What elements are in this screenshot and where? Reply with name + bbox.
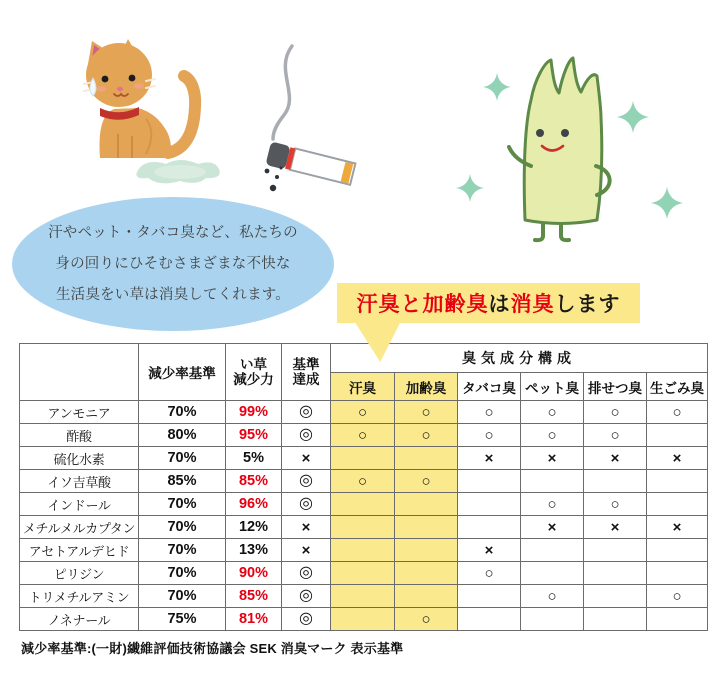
reduction-standard-cell: 70% [139, 562, 226, 585]
callout-text: は [488, 293, 511, 316]
igusa-body [509, 58, 610, 240]
table-row [20, 401, 708, 424]
reduction-standard-cell: 70% [139, 493, 226, 516]
header-excretion-odor: 排せつ臭 [584, 373, 647, 401]
achieved-cell: ◎ [282, 585, 331, 608]
odor-mark-cell [458, 585, 521, 608]
odor-mark-cell [331, 493, 395, 516]
compound-name-cell: ノネナール [20, 608, 139, 631]
cat-illustration [48, 12, 228, 194]
header-igusa-line2: 減少力 [233, 372, 274, 387]
achieved-cell: ◎ [282, 424, 331, 447]
odor-mark-cell: ○ [331, 470, 395, 493]
sparkle-icon [483, 73, 511, 101]
igusa-mascot-illustration [443, 48, 695, 258]
bubble-line: 生活臭をい草は消臭してくれます。 [55, 286, 291, 303]
header-odor-composition: 臭気成分構成 [331, 344, 708, 373]
reduction-standard-cell: 75% [139, 608, 226, 631]
odor-mark-cell [521, 608, 584, 631]
compound-name-cell: アセトアルデヒド [20, 539, 139, 562]
igusa-power-cell: 5% [226, 447, 282, 470]
igusa-power-cell: 85% [226, 470, 282, 493]
odor-mark-cell [521, 562, 584, 585]
odor-mark-cell [458, 493, 521, 516]
igusa-power-cell: 81% [226, 608, 282, 631]
odor-mark-cell: ○ [331, 401, 395, 424]
smoke-trail [273, 46, 292, 139]
odor-mark-cell [331, 562, 395, 585]
odor-mark-cell [395, 493, 458, 516]
callout-text-red: 汗臭と加齢臭 [356, 293, 489, 316]
odor-mark-cell: ○ [521, 424, 584, 447]
odor-mark-cell [331, 447, 395, 470]
odor-mark-cell: ○ [521, 585, 584, 608]
odor-mark-cell [395, 539, 458, 562]
igusa-power-cell: 85% [226, 585, 282, 608]
achieved-cell: ◎ [282, 401, 331, 424]
odor-mark-cell: ○ [331, 424, 395, 447]
compound-name-cell: ピリジン [20, 562, 139, 585]
compound-name-cell: 酢酸 [20, 424, 139, 447]
compound-name-cell: インドール [20, 493, 139, 516]
odor-mark-cell: × [458, 447, 521, 470]
callout-text: します [554, 293, 621, 316]
odor-mark-cell [584, 562, 647, 585]
odor-mark-cell [584, 539, 647, 562]
header-igusa-line1: い草 [240, 357, 267, 372]
table-row [20, 493, 708, 516]
igusa-power-cell: 95% [226, 424, 282, 447]
odor-mark-cell [395, 447, 458, 470]
odor-mark-cell: × [521, 516, 584, 539]
sparkle-icon [651, 187, 683, 219]
bubble-line: 身の回りにひそむさまざまな不快な [55, 255, 291, 272]
achieved-cell: × [282, 447, 331, 470]
odor-mark-cell [521, 470, 584, 493]
odor-mark-cell: ○ [395, 424, 458, 447]
igusa-power-cell: 13% [226, 539, 282, 562]
compound-name-cell: トリメチルアミン [20, 585, 139, 608]
odor-mark-cell [331, 608, 395, 631]
pee-puddle [136, 160, 219, 183]
reduction-standard-cell: 70% [139, 516, 226, 539]
odor-mark-cell: × [584, 516, 647, 539]
speech-bubble [12, 197, 334, 331]
achieved-cell: ◎ [282, 562, 331, 585]
achieved-cell: ◎ [282, 470, 331, 493]
odor-mark-cell [331, 516, 395, 539]
odor-mark-cell: ○ [647, 401, 708, 424]
bubble-line: 汗やペット・タバコ臭など、私たちの [48, 224, 298, 241]
reduction-standard-cell: 85% [139, 470, 226, 493]
odor-mark-cell: ○ [395, 470, 458, 493]
table-row [20, 447, 708, 470]
reduction-standard-cell: 70% [139, 447, 226, 470]
header-reduction-standard: 減少率基準 [139, 344, 226, 401]
achieved-cell: × [282, 516, 331, 539]
mascot-eye [561, 129, 569, 137]
mascot-eye [536, 129, 544, 137]
odor-mark-cell [647, 562, 708, 585]
table-row [20, 608, 708, 631]
compound-name-cell: メチルメルカプタン [20, 516, 139, 539]
table-row [20, 470, 708, 493]
odor-mark-cell: ○ [521, 401, 584, 424]
odor-mark-cell [458, 516, 521, 539]
igusa-power-cell: 96% [226, 493, 282, 516]
header-garbage-odor: 生ごみ臭 [647, 373, 708, 401]
odor-mark-cell [584, 470, 647, 493]
header-achieve-line1: 基準 [292, 357, 320, 372]
odor-mark-cell: ○ [458, 562, 521, 585]
odor-mark-cell: ○ [458, 424, 521, 447]
odor-mark-cell [521, 539, 584, 562]
odor-mark-cell [647, 608, 708, 631]
compound-name-cell: アンモニア [20, 401, 139, 424]
odor-mark-cell [458, 470, 521, 493]
falling-ash [265, 167, 283, 192]
igusa-power-cell: 99% [226, 401, 282, 424]
achieved-cell: ◎ [282, 608, 331, 631]
odor-mark-cell: ○ [584, 401, 647, 424]
table-row [20, 516, 708, 539]
deodorize-callout [337, 283, 640, 323]
odor-mark-cell [458, 608, 521, 631]
cat-eye [129, 75, 136, 82]
header-tobacco-odor: タバコ臭 [458, 373, 521, 401]
odor-mark-cell [647, 539, 708, 562]
odor-mark-cell: × [458, 539, 521, 562]
compound-name-cell: 硫化水素 [20, 447, 139, 470]
odor-mark-cell: ○ [584, 493, 647, 516]
odor-mark-cell: ○ [521, 493, 584, 516]
header-igusa-power [226, 344, 282, 401]
header-standard-achieved [282, 344, 331, 401]
odor-mark-cell: × [647, 516, 708, 539]
cat-eye [102, 76, 109, 83]
achieved-cell: ◎ [282, 493, 331, 516]
reduction-standard-cell: 80% [139, 424, 226, 447]
footer-note: 減少率基準:(一財)繊維評価技術協議会 SEK 消臭マーク 表示基準 [21, 641, 404, 656]
achieved-cell: × [282, 539, 331, 562]
odor-table [19, 343, 708, 631]
cat-nose [117, 87, 123, 91]
header-achieve-line2: 達成 [292, 372, 320, 387]
odor-mark-cell [647, 470, 708, 493]
odor-mark-cell [647, 493, 708, 516]
reduction-standard-cell: 70% [139, 401, 226, 424]
odor-mark-cell [395, 585, 458, 608]
cat-body [84, 39, 195, 158]
igusa-power-cell: 12% [226, 516, 282, 539]
corner-cell [20, 344, 139, 401]
odor-mark-cell [331, 585, 395, 608]
table-row [20, 562, 708, 585]
callout-text-red: 消臭 [510, 293, 555, 316]
odor-mark-cell [331, 539, 395, 562]
odor-mark-cell: × [647, 447, 708, 470]
odor-mark-cell: ○ [584, 424, 647, 447]
odor-mark-cell: × [584, 447, 647, 470]
odor-mark-cell: ○ [395, 608, 458, 631]
sparkle-icon [617, 101, 649, 133]
header-pet-odor: ペット臭 [521, 373, 584, 401]
odor-mark-cell [395, 516, 458, 539]
odor-mark-cell: ○ [458, 401, 521, 424]
reduction-standard-cell: 70% [139, 539, 226, 562]
odor-mark-cell [584, 608, 647, 631]
table-row [20, 424, 708, 447]
compound-name-cell: イソ吉草酸 [20, 470, 139, 493]
table-row [20, 539, 708, 562]
sparkle-icon [456, 174, 484, 202]
cigarette-illustration [246, 40, 376, 198]
odor-mark-cell [647, 424, 708, 447]
odor-mark-cell [584, 585, 647, 608]
odor-mark-cell: ○ [647, 585, 708, 608]
odor-mark-cell: ○ [395, 401, 458, 424]
odor-mark-cell [395, 562, 458, 585]
igusa-power-cell: 90% [226, 562, 282, 585]
header-aging-odor: 加齢臭 [395, 373, 458, 401]
header-sweat-odor: 汗臭 [331, 373, 395, 401]
table-row [20, 585, 708, 608]
reduction-standard-cell: 70% [139, 585, 226, 608]
cigarette-body [265, 141, 355, 185]
odor-mark-cell: × [521, 447, 584, 470]
